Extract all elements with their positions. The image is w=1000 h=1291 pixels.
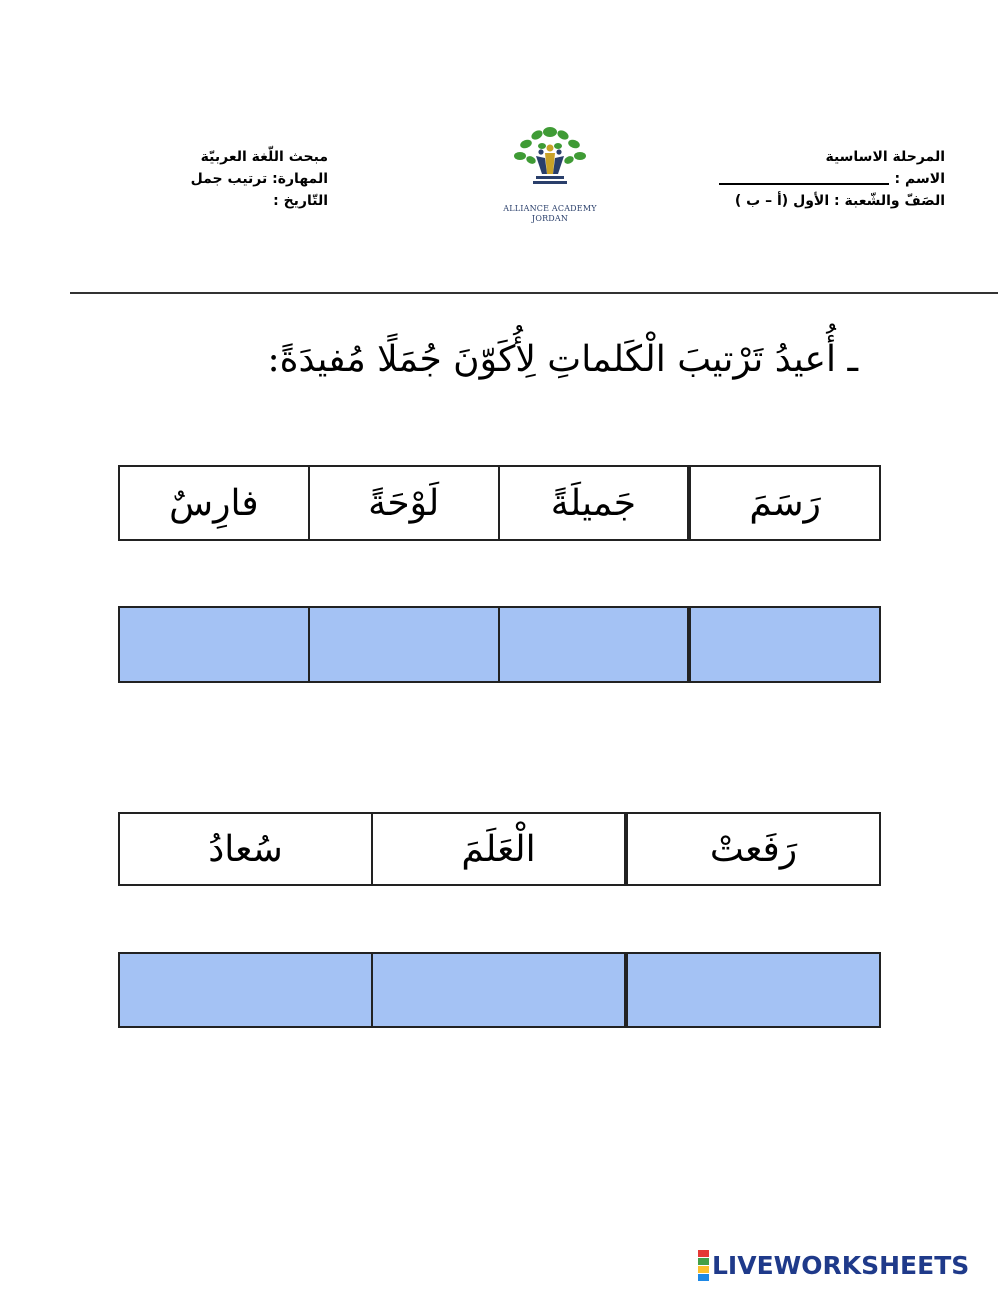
name-row <box>675 168 945 190</box>
brand-name: LIVEWORKSHEETS <box>712 1250 970 1280</box>
header-right <box>675 146 945 212</box>
tree-people-icon <box>509 122 591 200</box>
name-field[interactable] <box>719 173 889 185</box>
logo <box>495 122 605 232</box>
brand-block <box>698 1266 709 1273</box>
word-cell[interactable]: سُعادُ <box>118 812 373 886</box>
word-cell[interactable]: رَسَمَ <box>689 465 881 541</box>
word-cell[interactable]: جَميلَةً <box>498 465 690 541</box>
answer-drop-zone[interactable] <box>689 606 881 683</box>
answer-drop-zone[interactable] <box>371 952 626 1028</box>
exercise2-answer-row <box>118 952 881 1028</box>
answer-drop-zone[interactable] <box>626 952 881 1028</box>
name-label: الاسم : <box>894 171 945 187</box>
answer-drop-zone[interactable] <box>118 952 373 1028</box>
stage-label: المرحلة الاساسية <box>825 149 945 165</box>
header-left <box>150 146 328 212</box>
word-cell[interactable]: الْعَلَمَ <box>371 812 626 886</box>
brand-color-blocks-icon <box>698 1250 709 1281</box>
exercise2-words <box>118 812 881 886</box>
answer-drop-zone[interactable] <box>498 606 690 683</box>
class-label: الصَفّ والشّعبة : الأول (أ – ب ) <box>734 193 945 209</box>
header-divider <box>70 292 998 294</box>
answer-drop-zone[interactable] <box>118 606 310 683</box>
exercise1-answer-row <box>118 606 881 683</box>
brand-block <box>698 1258 709 1265</box>
subject-label: مبحث اللّغة العربيّة <box>200 149 328 165</box>
brand-block <box>698 1250 709 1257</box>
liveworksheets-logo <box>698 1250 969 1280</box>
skill-label: المهارة: ترتيب جمل <box>190 171 328 187</box>
exercise1-words <box>118 465 881 541</box>
date-label: التّاريخ : <box>273 193 328 209</box>
instruction-text: ـ أُعيدُ تَرْتيبَ الْكَلماتِ لِأُكَوّنَ جُمَلًا مُفيدَةً: <box>267 339 858 380</box>
answer-drop-zone[interactable] <box>308 606 500 683</box>
word-cell[interactable]: رَفَعتْ <box>626 812 881 886</box>
logo-text-line1: ALLIANCE ACADEMY <box>503 204 597 213</box>
word-cell[interactable]: فارِسٌ <box>118 465 310 541</box>
logo-text-line2: JORDAN <box>531 214 569 223</box>
brand-block <box>698 1274 709 1281</box>
word-cell[interactable]: لَوْحَةً <box>308 465 500 541</box>
